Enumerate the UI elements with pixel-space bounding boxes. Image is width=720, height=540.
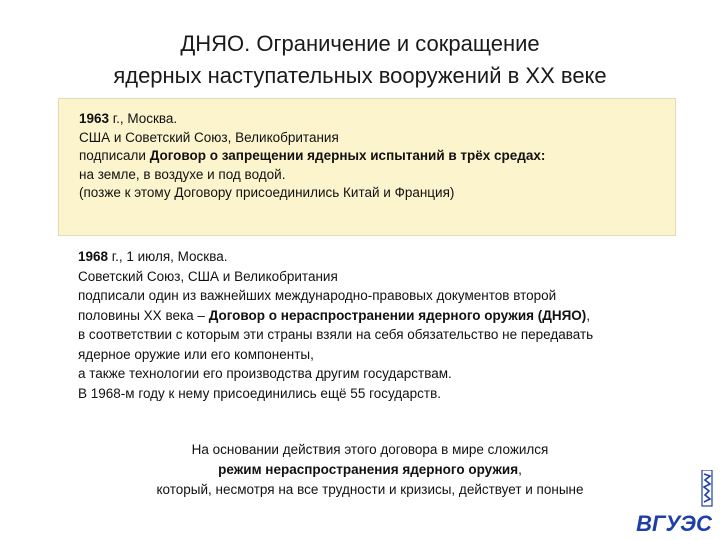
slide-title <box>40 28 680 92</box>
conclusion-line-2-suffix: , <box>518 462 522 477</box>
treaty-1963-date <box>79 110 675 129</box>
treaty-1963-box <box>58 98 676 236</box>
regime-name: режим нераспространения ядерного оружия <box>218 462 519 477</box>
treaty-1968-date-rest: г., 1 июля, Москва. <box>108 249 228 264</box>
treaty-1968-year: 1968 <box>78 249 109 264</box>
treaty-1963-parties: США и Советский Союз, Великобритания <box>79 129 339 145</box>
university-emblem-icon <box>700 470 714 508</box>
treaty-1968-line-7: а также технологии его производства другим государствам. <box>78 366 452 381</box>
treaty-1968-line-8: В 1968-м году к нему присоединились ещё 55 государств. <box>78 385 442 401</box>
treaty-1963-name: Договор о запрещении ядерных испытаний в трёх средах: <box>149 148 546 163</box>
treaty-1968-line-6: ядерное оружие или его компоненты, <box>78 346 314 362</box>
treaty-1968-line-4-prefix: половины XX века – <box>78 307 209 323</box>
title-line-2: ядерных наступательных вооружений в XX веке <box>113 63 607 88</box>
treaty-1963-year: 1963 <box>79 111 110 126</box>
treaty-1968-line-3: подписали один из важнейших международно-правовых документов второй <box>78 288 557 303</box>
treaty-1968-name: Договор о нераспространении ядерного оружия (ДНЯО) <box>208 307 587 323</box>
university-logo-text: ВГУЭС <box>636 511 712 536</box>
treaty-1968-line-5: в соответствии с которым эти страны взяли на себя обязательство не передавать <box>78 327 594 342</box>
treaty-1963-environments: на земле, в воздухе и под водой. <box>79 166 286 182</box>
treaty-1968-parties: Советский Союз, США и Великобритания <box>78 268 338 284</box>
conclusion-text <box>60 440 680 500</box>
treaty-1963-date-rest: г., Москва. <box>109 111 178 126</box>
conclusion-line-3: который, несмотря на все трудности и кризисы, действует и поныне <box>156 482 584 497</box>
treaty-1968-date <box>78 247 698 267</box>
university-logo-icon <box>630 505 718 539</box>
conclusion-line-2 <box>60 460 680 480</box>
treaty-1968-line-4-suffix: , <box>586 307 591 323</box>
treaty-1963-signed-prefix: подписали <box>79 148 150 163</box>
conclusion-line-1: На основании действия этого договора в мире сложился <box>191 442 549 457</box>
treaty-1963-signed <box>79 147 675 166</box>
treaty-1968-line-4 <box>78 306 698 326</box>
title-line-1: ДНЯО. Ограничение и сокращение <box>180 31 540 56</box>
treaty-1968-block <box>78 247 698 403</box>
treaty-1963-note: (позже к этому Договору присоединились Китай и Франция) <box>79 185 455 200</box>
